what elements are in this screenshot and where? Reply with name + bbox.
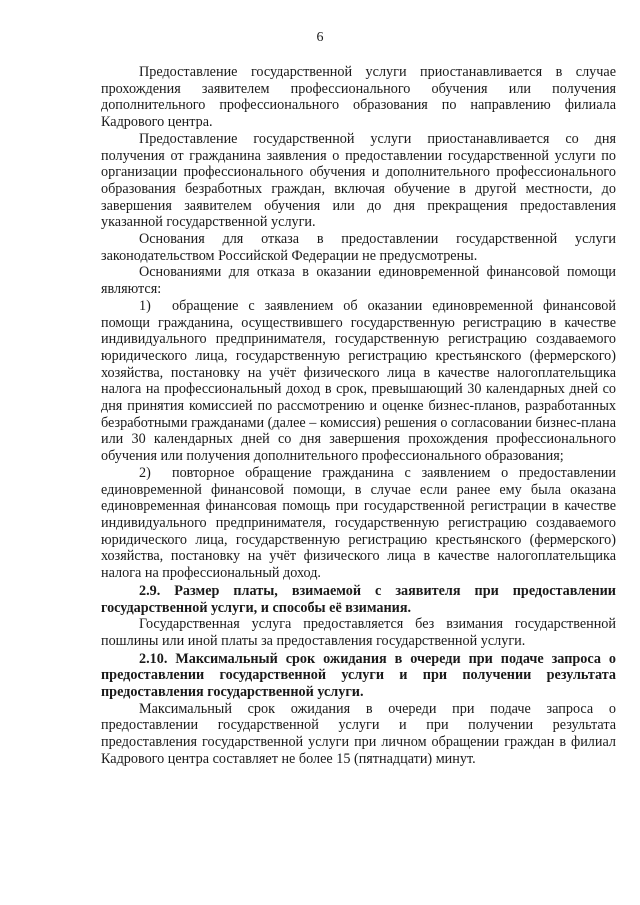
list-item-1-text: обращение с заявлением об оказании единовременной финансовой помощи гражданина, осуществившего государственную регистрацию в качестве индивидуального предпринимателя, государственную регистрацию создаваемого юридического лица, государственную регистрацию крестьянского (фермерского) хозяйства, постановку на учёт физического лица в качестве налогоплательщика налога на профессиональный доход в срок, превышающий 30 календарных дней со дня принятия комиссией по рассмотрению и оценке бизнес-планов, разработанных безработными гражданами (далее – комиссия) решения о согласовании бизнес-плана или 30 календарных дней со дня завершения прохождения профессионального обучения или получения дополнительного профессионального образования; — [101, 297, 616, 465]
list-item-2-text: повторное обращение гражданина с заявлением о предоставлении единовременной финансовой помощи, в случае если ранее ему была оказана единовременная финансовая помощь при государственной регистрации в качестве индивидуального предпринимателя, государственную регистрацию создаваемого юридического лица, государственную регистрацию крестьянского (фермерского) хозяйства, постановку на учёт физического лица в качестве налогоплательщика налога на профессиональный доход. — [101, 464, 616, 582]
section-2-10-heading: 2.10. Максимальный срок ожидания в очереди при подаче запроса о предоставлении государственной услуги и при получении результата предоставления государственной услуги. — [101, 650, 616, 701]
section-2-9-text: Государственная услуга предоставляется без взимания государственной пошлины или иной платы за предоставления государственной услуги. — [101, 616, 616, 649]
page-number: 6 — [316, 30, 324, 45]
paragraph-no-refusal-grounds: Основания для отказа в предоставлении государственной услуги законодательством Российской Федерации не предусмотрены. — [101, 231, 616, 264]
paragraph-suspension-application: Предоставление государственной услуги приостанавливается со дня получения от гражданина заявления о предоставлении государственной услуги по организации профессионального обучения и дополнительного профессионального образования безработных граждан, включая обучение в другой местности, до завершения заявителем обучения или до дня прекращения предоставления указанной государственной услуги. — [101, 130, 616, 231]
list-item-2 — [101, 465, 616, 582]
paragraph-suspension-training: Предоставление государственной услуги приостанавливается в случае прохождения заявителем профессионального обучения или получения дополнительного профессионального образования по направлению филиала Кадрового центра. — [101, 64, 616, 131]
list-item-1 — [101, 298, 616, 465]
list-item-2-number: 2) — [139, 464, 151, 481]
paragraph-refusal-grounds-intro: Основаниями для отказа в оказании единовременной финансовой помощи являются: — [101, 264, 616, 298]
section-2-10-text: Максимальный срок ожидания в очереди при подаче запроса о предоставлении государственной услуги и при получении результата предоставления государственной услуги при личном обращении граждан в филиал Кадрового центра составляет не более 15 (пятнадцати) минут. — [101, 700, 616, 767]
document-body — [101, 64, 616, 768]
list-item-1-number: 1) — [139, 297, 151, 314]
section-2-9-heading: 2.9. Размер платы, взимаемой с заявителя при предоставлении государственной услуги, и способы её взимания. — [101, 582, 616, 616]
